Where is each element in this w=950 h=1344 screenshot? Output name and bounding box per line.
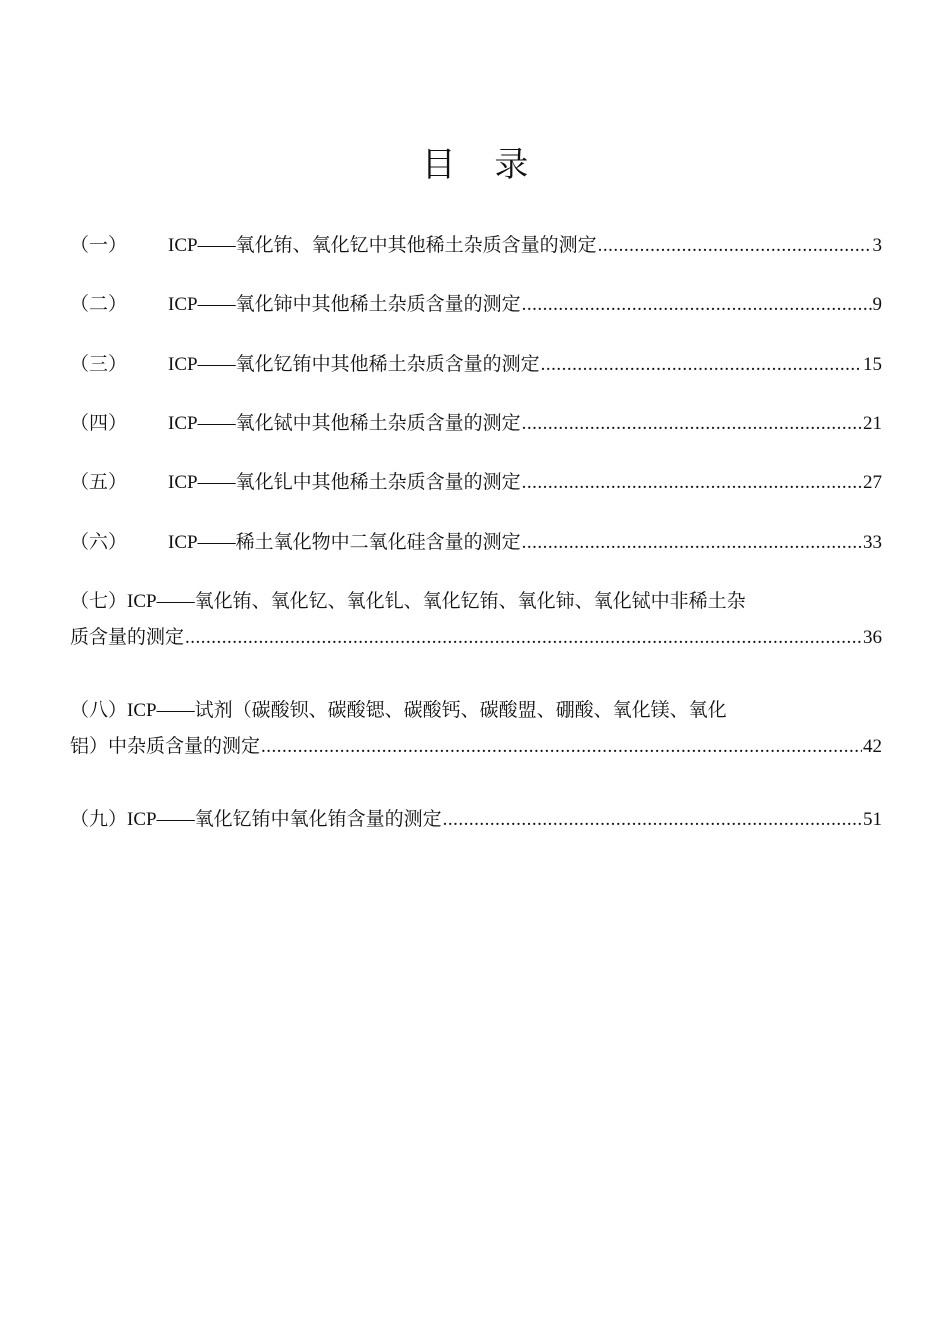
toc-dot-leader (522, 410, 862, 438)
toc-dot-leader (541, 351, 862, 379)
toc-entry[interactable] (70, 529, 882, 557)
toc-entry-title: ICP——氧化铽中其他稀土杂质含量的测定 (168, 413, 521, 434)
toc-dot-leader (185, 624, 862, 652)
toc-entry-page: 36 (863, 627, 882, 648)
toc-dot-leader (443, 806, 862, 834)
toc-entry-number: （二） (70, 294, 128, 315)
toc-entry-page: 15 (863, 354, 882, 375)
toc-entry-page: 9 (872, 294, 882, 315)
toc-entry-number: （一） (70, 235, 128, 256)
toc-entry[interactable] (70, 697, 882, 757)
toc-entry-title: ICP——稀土氧化物中二氧化硅含量的测定 (168, 532, 521, 553)
toc-entry[interactable] (70, 469, 882, 497)
toc-entry-page: 42 (863, 736, 882, 757)
toc-entry[interactable] (70, 232, 882, 260)
toc-entry-title: ICP——氧化钇铕中其他稀土杂质含量的测定 (168, 354, 540, 375)
toc-entry-title: ICP——氧化钆中其他稀土杂质含量的测定 (168, 472, 521, 493)
toc-entry-title: ICP——氧化钇铕中氧化铕含量的测定 (127, 809, 442, 830)
page-title: 目 录 (421, 145, 543, 185)
toc-dot-leader (261, 733, 862, 761)
toc-entry-page: 33 (863, 532, 882, 553)
toc-entry-number: （五） (70, 472, 128, 493)
toc-dot-leader (522, 529, 862, 557)
toc-entry[interactable] (70, 291, 882, 319)
toc-entry-title-continued: 质含量的测定 (70, 627, 185, 648)
toc-entry-number: （八） (70, 700, 128, 721)
toc-entry-page: 21 (863, 413, 882, 434)
toc-entry-title-continued: 铝）中杂质含量的测定 (70, 736, 261, 757)
toc-entry-page: 27 (863, 472, 882, 493)
toc-dot-leader (522, 469, 862, 497)
toc-entry[interactable] (70, 588, 882, 648)
toc-entry-number: （四） (70, 413, 128, 434)
toc-entry-title: ICP——试剂（碳酸钡、碳酸锶、碳酸钙、碳酸盟、硼酸、氧化镁、氧化 (127, 700, 727, 721)
toc-entry-title: ICP——氧化铕、氧化钇、氧化钆、氧化钇铕、氧化铈、氧化铽中非稀土杂 (127, 591, 746, 612)
toc-entry[interactable] (70, 410, 882, 438)
toc-dot-leader (522, 291, 872, 319)
toc-entry-page: 3 (872, 235, 882, 256)
toc-entry-title: ICP——氧化铕、氧化钇中其他稀土杂质含量的测定 (168, 235, 597, 256)
toc-entry-number: （三） (70, 354, 128, 375)
toc-entry[interactable] (70, 806, 882, 834)
toc-entry[interactable] (70, 351, 882, 379)
toc-entry-page: 51 (863, 809, 882, 830)
toc-dot-leader (598, 232, 872, 260)
toc-entry-number: （七） (70, 591, 128, 612)
toc-entry-number: （六） (70, 532, 128, 553)
toc-entry-title: ICP——氧化铈中其他稀土杂质含量的测定 (168, 294, 521, 315)
toc-entry-number: （九） (70, 809, 128, 830)
